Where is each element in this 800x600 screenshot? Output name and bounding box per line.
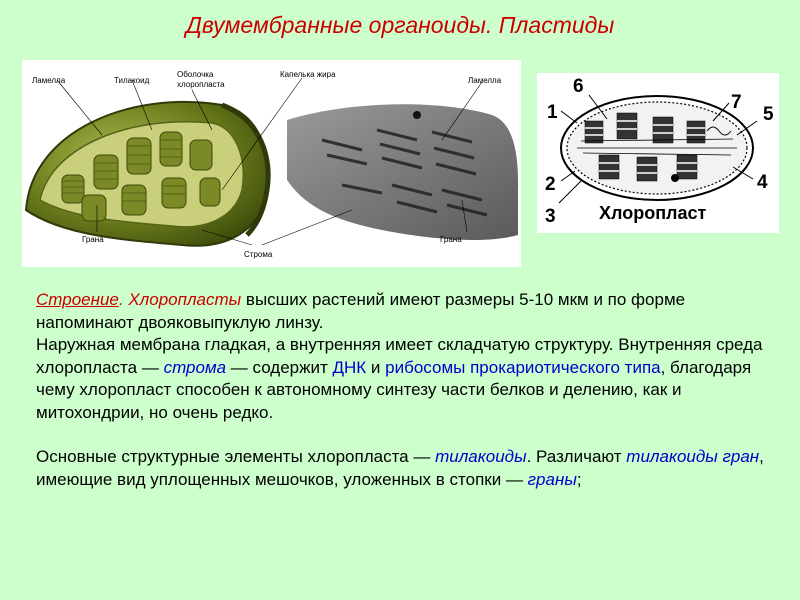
term-structure: Строение xyxy=(36,290,119,309)
term-chloroplasts: Хлоропласты xyxy=(128,290,242,309)
term-grana-thylakoids: тилакоиды гран xyxy=(626,447,760,466)
chloroplast-schematic xyxy=(537,73,779,233)
label-grana-right: Грана xyxy=(440,235,462,244)
schematic-num-2: 2 xyxy=(545,174,556,195)
text-fragment: , благодаря чему хлоропласт способен к автономному синтезу части белков и делению, как и митохондрии, но очень редко. xyxy=(36,357,752,422)
text-fragment: ; xyxy=(576,469,582,489)
page-title: Двумембранные органоиды. Пластиды xyxy=(185,12,615,38)
term-dna: ДНК xyxy=(332,357,367,377)
schematic-num-5: 5 xyxy=(763,104,774,125)
schematic-caption: Хлоропласт xyxy=(599,203,707,223)
text-fragment: Основные структурные элементы хлоропласта — xyxy=(36,447,436,466)
schematic-num-3: 3 xyxy=(545,206,556,227)
schematic-num-4: 4 xyxy=(757,172,768,193)
text-fragment: . Различают xyxy=(526,447,627,466)
paragraph-thylakoids xyxy=(36,446,781,491)
label-thylakoid: Тилакоид xyxy=(114,76,150,85)
text-fragment: , имеющие вид уплощенных мешочков, уложенных в стопки — xyxy=(36,447,764,489)
body-text xyxy=(36,289,781,491)
text-fragment: . xyxy=(118,290,129,309)
text-fragment: — содержит xyxy=(226,357,333,377)
label-envelope-2: хлоропласта xyxy=(177,80,225,89)
paragraph-structure xyxy=(36,289,781,424)
term-thylakoids: тилакоиды xyxy=(435,447,527,466)
term-grana: граны xyxy=(527,469,577,489)
label-fat-droplet: Капелька жира xyxy=(280,70,336,79)
term-stroma: строма xyxy=(163,357,227,377)
label-envelope-1: Оболочка xyxy=(177,70,214,79)
schematic-num-7: 7 xyxy=(731,92,742,113)
label-lamella-left: Ламелла xyxy=(32,76,66,85)
schematic-num-6: 6 xyxy=(573,76,584,97)
chloroplast-structure-figure xyxy=(22,60,521,267)
text-fragment: и xyxy=(366,357,386,377)
text-fragment: Наружная мембрана гладкая, а внутренняя имеет складчатую структуру. Внутренняя среда хлоропласта — xyxy=(36,335,763,377)
label-lamella-right: Ламелла xyxy=(468,76,502,85)
schematic-num-1: 1 xyxy=(547,102,558,123)
term-ribosomes: рибосомы прокариотического типа xyxy=(385,357,661,377)
label-stroma: Строма xyxy=(244,250,273,259)
label-grana-left: Грана xyxy=(82,235,104,244)
text-fragment: высших растений имеют размеры 5-10 мкм и по форме напоминают двояковыпуклую линзу. xyxy=(36,290,686,332)
